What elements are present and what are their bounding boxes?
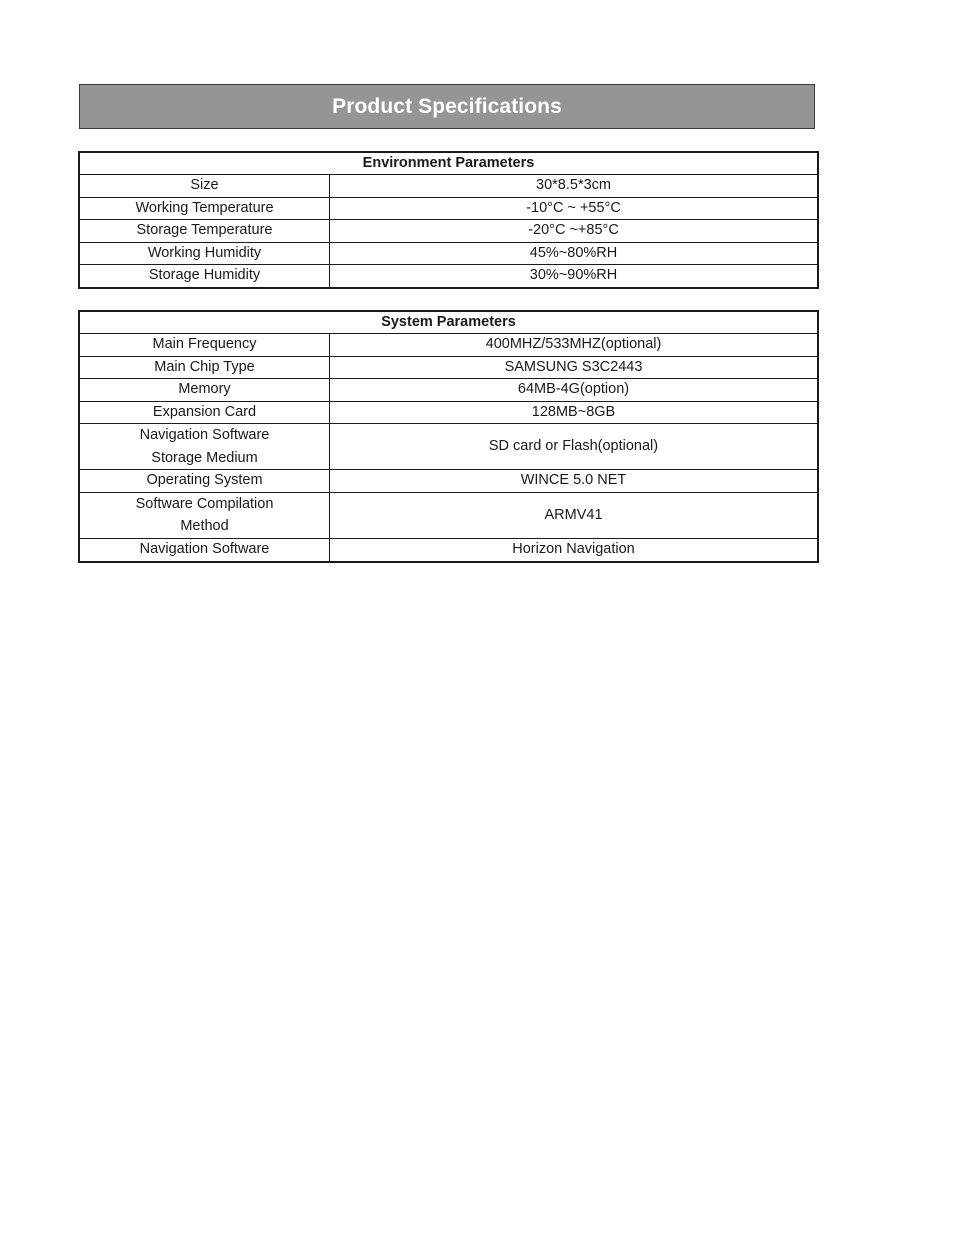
spec-value: 45%~80%RH <box>330 242 818 265</box>
spec-label: Storage Humidity <box>80 265 330 288</box>
table-header-row <box>80 153 818 175</box>
spec-value: ARMV41 <box>330 492 818 538</box>
table-row <box>80 197 818 220</box>
spec-label <box>80 424 330 470</box>
spec-label: Working Humidity <box>80 242 330 265</box>
spec-value: -20°C ~+85°C <box>330 220 818 243</box>
spec-label: Operating System <box>80 470 330 493</box>
table-row <box>80 379 818 402</box>
table-row <box>80 220 818 243</box>
spec-value: SAMSUNG S3C2443 <box>330 356 818 379</box>
spec-label-line: Storage Medium <box>151 449 258 466</box>
spec-value: 400MHZ/533MHZ(optional) <box>330 334 818 357</box>
system-parameters-heading: System Parameters <box>80 312 818 334</box>
table-row <box>80 334 818 357</box>
table-row <box>80 470 818 493</box>
table-row <box>80 265 818 288</box>
spec-value: Horizon Navigation <box>330 538 818 561</box>
spec-label: Expansion Card <box>80 401 330 424</box>
spec-value: 64MB-4G(option) <box>330 379 818 402</box>
environment-parameters-heading: Environment Parameters <box>80 153 818 175</box>
spec-label: Main Chip Type <box>80 356 330 379</box>
spec-value: 30*8.5*3cm <box>330 175 818 198</box>
spec-value: -10°C ~ +55°C <box>330 197 818 220</box>
spec-label <box>80 492 330 538</box>
spec-label: Memory <box>80 379 330 402</box>
spec-value: 30%~90%RH <box>330 265 818 288</box>
page-title: Product Specifications <box>332 94 562 118</box>
spec-label-line: Method <box>180 518 229 535</box>
table-row <box>80 538 818 561</box>
spec-label-line: Software Compilation <box>135 495 274 512</box>
spec-label: Working Temperature <box>80 197 330 220</box>
table-row <box>80 401 818 424</box>
environment-parameters-table <box>79 152 818 288</box>
spec-value: SD card or Flash(optional) <box>330 424 818 470</box>
system-parameters-table <box>79 311 818 562</box>
spec-label-line: Navigation Software <box>139 427 270 444</box>
spec-label: Size <box>80 175 330 198</box>
spec-value: WINCE 5.0 NET <box>330 470 818 493</box>
table-row <box>80 242 818 265</box>
table-row <box>80 492 818 538</box>
table-row <box>80 356 818 379</box>
table-row <box>80 424 818 470</box>
spec-label: Main Frequency <box>80 334 330 357</box>
table-header-row <box>80 312 818 334</box>
spec-label: Storage Temperature <box>80 220 330 243</box>
spec-label: Navigation Software <box>80 538 330 561</box>
page-title-bar <box>79 84 815 129</box>
spec-value: 128MB~8GB <box>330 401 818 424</box>
table-row <box>80 175 818 198</box>
